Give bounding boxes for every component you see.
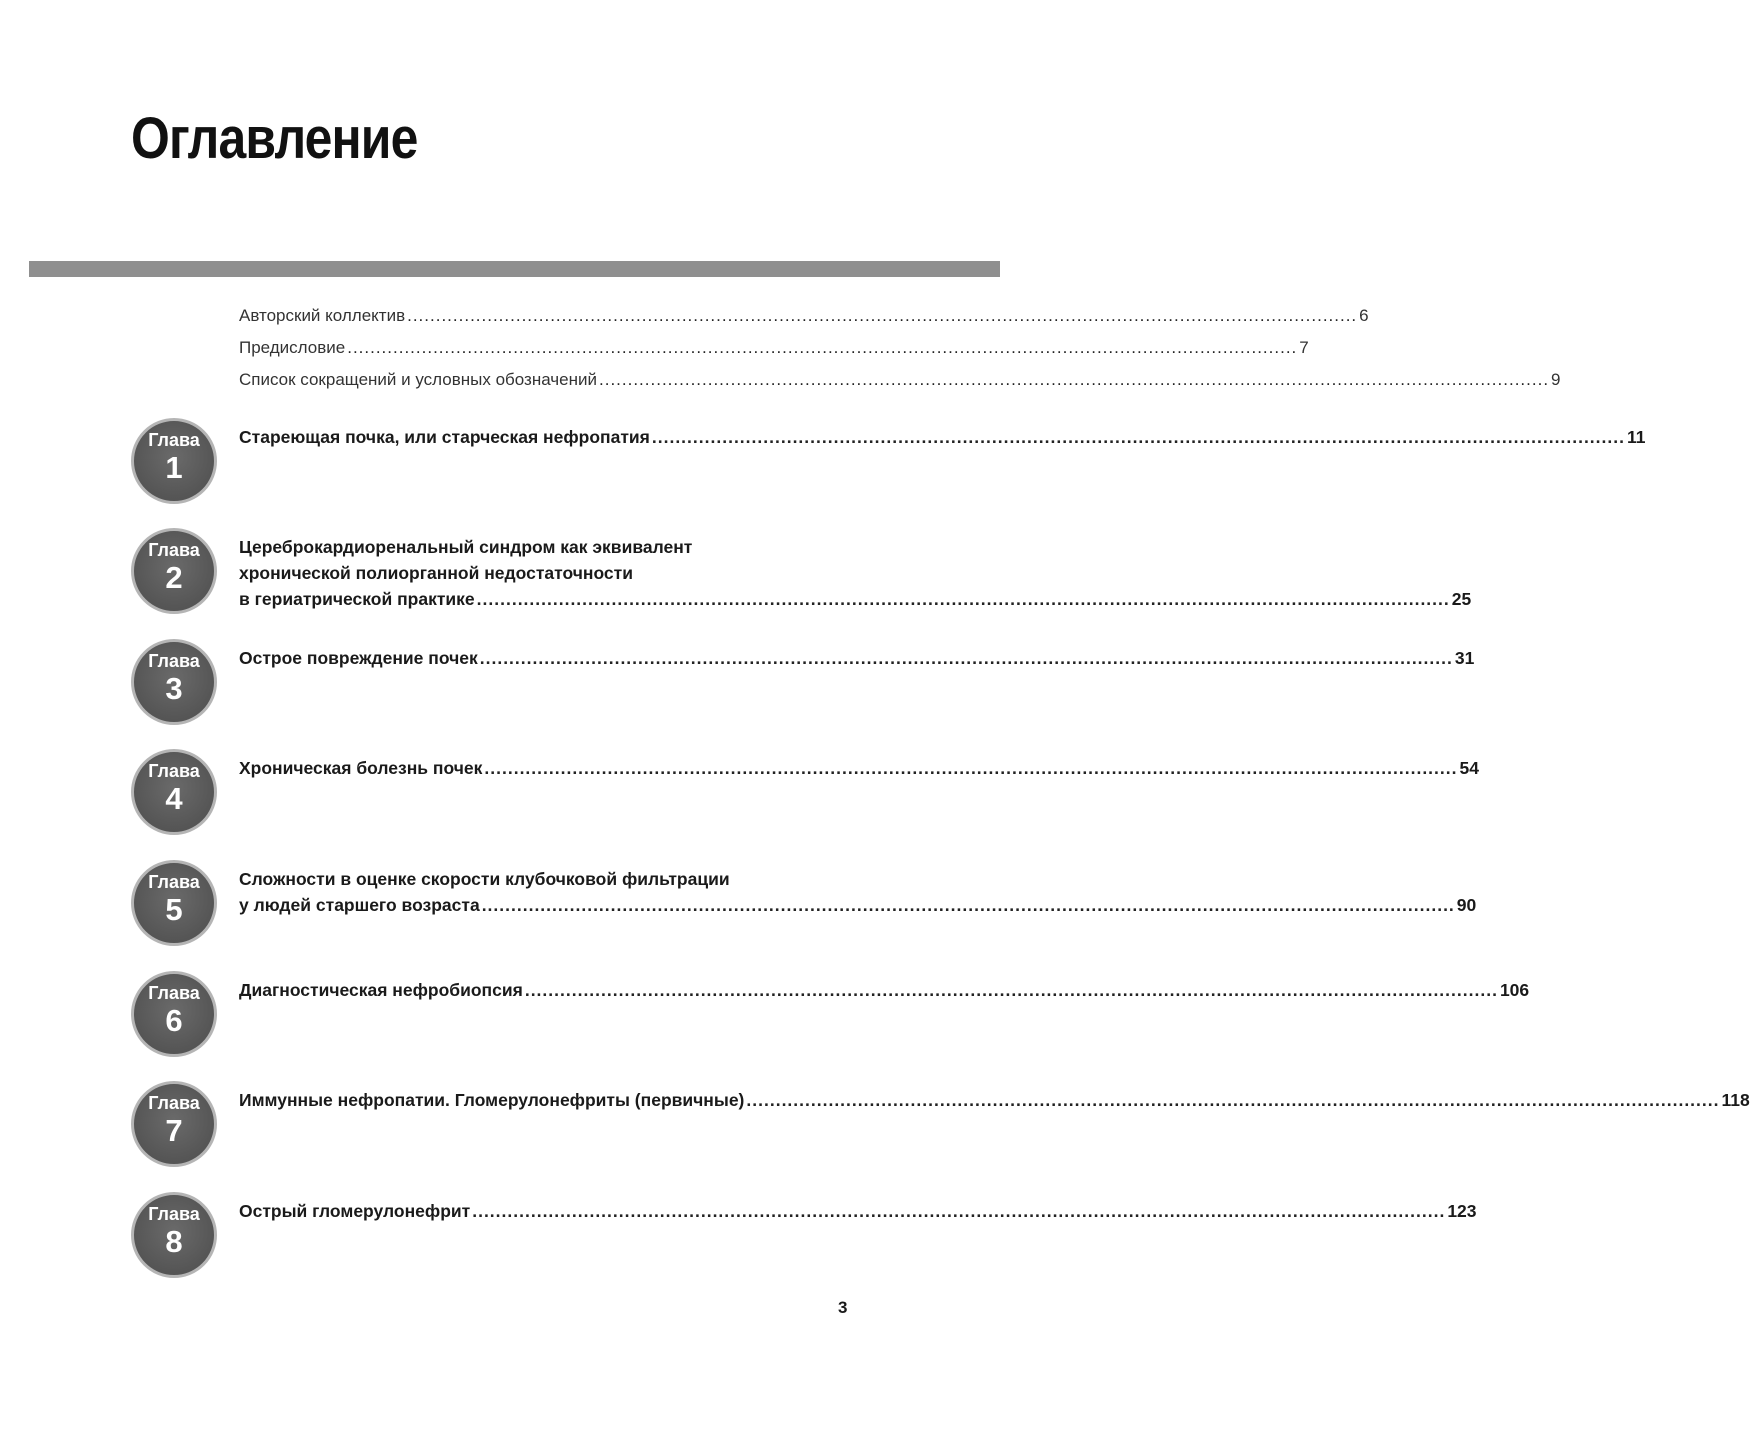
toc-entry-page: 9 <box>1551 370 1561 389</box>
chapter-badge <box>131 1192 217 1278</box>
dot-leader: ...................................................................................................................................................................... <box>746 1090 1720 1110</box>
chapter-entry <box>239 1198 1477 1224</box>
chapter-title: Диагностическая нефробиопсия <box>239 980 523 1000</box>
toc-entry-page: 7 <box>1299 338 1309 357</box>
dot-leader: ...................................................................................................................................................................... <box>651 427 1625 447</box>
chapter-entry <box>239 1087 1750 1113</box>
chapter-title: Хроническая болезнь почек <box>239 758 483 778</box>
chapter-entry <box>239 977 1530 1003</box>
chapter-page: 106 <box>1499 980 1530 1000</box>
toc-entry-title: Список сокращений и условных обозначений <box>239 370 597 389</box>
chapter-label: Глава <box>148 761 200 781</box>
dot-leader: ...................................................................................................................................................................... <box>347 338 1298 357</box>
chapter-badge <box>131 860 217 946</box>
chapter-page: 90 <box>1456 895 1477 915</box>
chapter-number: 4 <box>165 781 183 816</box>
chapter-badge <box>131 418 217 504</box>
chapter-title-line: Цереброкардиоренальный синдром как эквивалент <box>239 537 693 557</box>
chapter-page: 31 <box>1454 648 1475 668</box>
header-rule <box>29 261 1000 277</box>
chapter-number: 3 <box>165 671 183 706</box>
chapter-title: Острое повреждение почек <box>239 648 478 668</box>
page-title: Оглавление <box>131 106 418 171</box>
chapter-number: 8 <box>165 1224 183 1259</box>
chapter-label: Глава <box>148 1204 200 1224</box>
toc-entry-page: 6 <box>1359 306 1369 325</box>
dot-leader: ...................................................................................................................................................................... <box>479 648 1453 668</box>
chapter-title-line: хронической полиорганной недостаточности <box>239 563 633 583</box>
chapter-label: Глава <box>148 983 200 1003</box>
chapter-title: Иммунные нефропатии. Гломерулонефриты (первичные) <box>239 1090 745 1110</box>
dot-leader: ...................................................................................................................................................................... <box>407 306 1358 325</box>
chapter-title-line: в гериатрической практике <box>239 589 475 609</box>
dot-leader: ...................................................................................................................................................................... <box>599 370 1550 389</box>
chapter-page: 11 <box>1626 427 1646 447</box>
dot-leader: ...................................................................................................................................................................... <box>524 980 1498 1000</box>
chapter-entry <box>239 866 1477 918</box>
chapter-entry <box>239 424 1646 450</box>
chapter-number: 1 <box>165 450 183 485</box>
dot-leader: ...................................................................................................................................................................... <box>472 1201 1446 1221</box>
chapter-page: 123 <box>1447 1201 1477 1221</box>
dot-leader: ...................................................................................................................................................................... <box>476 589 1450 609</box>
chapter-badge <box>131 528 217 614</box>
chapter-title: Стареющая почка, или старческая нефропатия <box>239 427 650 447</box>
dot-leader: ...................................................................................................................................................................... <box>481 895 1455 915</box>
chapter-badge <box>131 639 217 725</box>
toc-entry[interactable] <box>239 367 1561 393</box>
chapter-title-line: у людей старшего возраста <box>239 895 480 915</box>
chapter-number: 6 <box>165 1003 183 1038</box>
chapter-number: 5 <box>165 892 183 927</box>
chapter-label: Глава <box>148 430 200 450</box>
front-matter <box>239 303 1561 393</box>
chapter-number: 2 <box>165 560 183 595</box>
page-number: 3 <box>838 1298 848 1317</box>
toc-entry[interactable] <box>239 335 1309 361</box>
chapter-label: Глава <box>148 540 200 560</box>
chapter-label: Глава <box>148 651 200 671</box>
chapter-badge <box>131 1081 217 1167</box>
dot-leader: ...................................................................................................................................................................... <box>484 758 1458 778</box>
chapter-title: Острый гломерулонефрит <box>239 1201 471 1221</box>
chapter-badge <box>131 749 217 835</box>
toc-entry[interactable] <box>239 303 1369 329</box>
chapter-entry <box>239 645 1475 671</box>
chapter-badge <box>131 971 217 1057</box>
chapter-page: 118 <box>1721 1090 1750 1110</box>
chapter-number: 7 <box>165 1113 183 1148</box>
chapter-page: 25 <box>1451 589 1472 609</box>
chapter-entry <box>239 755 1479 781</box>
chapter-page: 54 <box>1459 758 1479 778</box>
chapter-entry <box>239 534 1472 612</box>
toc-entry-title: Авторский коллектив <box>239 306 406 325</box>
chapter-label: Глава <box>148 872 200 892</box>
toc-entry-title: Предисловие <box>239 338 346 357</box>
chapter-title-line: Сложности в оценке скорости клубочковой фильтрации <box>239 869 730 889</box>
chapter-label: Глава <box>148 1093 200 1113</box>
